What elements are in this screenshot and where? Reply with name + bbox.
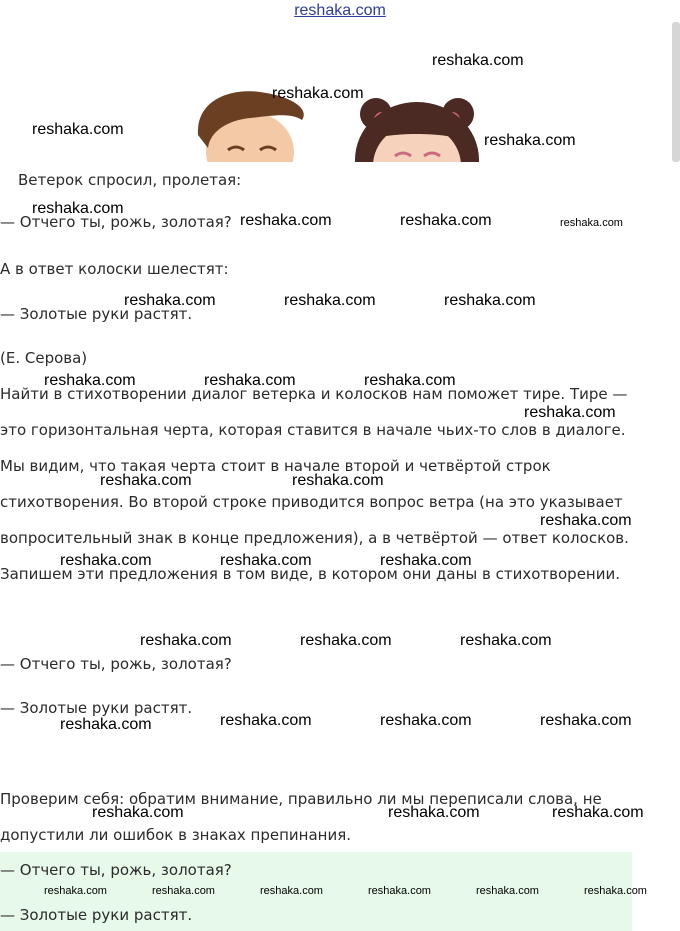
explanation-line: стихотворения. Во второй строке приводится вопрос ветра (на это указывает — [0, 493, 623, 511]
watermark: reshaka.com — [292, 472, 384, 489]
watermark: reshaka.com — [540, 512, 632, 529]
explanation-line: Найти в стихотворении диалог ветерка и колосков нам поможет тире. Тире — — [0, 385, 628, 403]
watermark: reshaka.com — [92, 804, 184, 821]
watermark: reshaka.com — [400, 212, 492, 229]
watermark: reshaka.com — [364, 372, 456, 389]
poem-author: (Е. Серова) — [0, 349, 88, 367]
watermark: reshaka.com — [60, 552, 152, 569]
explanation-line: Мы видим, что такая черта стоит в начале второй и четвёртой строк — [0, 457, 551, 475]
watermark: reshaka.com — [44, 372, 136, 389]
watermark: reshaka.com — [380, 712, 472, 729]
watermark: reshaka.com — [272, 85, 364, 102]
watermark: reshaka.com — [100, 472, 192, 489]
watermark: reshaka.com — [560, 217, 623, 229]
check-line: допустили ли ошибок в знаках препинания. — [0, 826, 352, 844]
explanation-line: вопросительный знак в конце предложения), а в четвёртой — ответ колосков. — [0, 529, 629, 547]
poem-line-2: — Отчего ты, рожь, золотая? — [0, 213, 232, 231]
poem-line-1: Ветерок спросил, пролетая: — [18, 171, 242, 189]
watermark: reshaka.com — [444, 292, 536, 309]
copied-question: — Отчего ты, рожь, золотая? — [0, 655, 232, 673]
watermark: reshaka.com — [380, 552, 472, 569]
watermark: reshaka.com — [540, 712, 632, 729]
explanation-line: это горизонтальная черта, которая ставится в начале чьих-то слов в диалоге. — [0, 421, 626, 439]
watermark: reshaka.com — [220, 552, 312, 569]
answer-reply: — Золотые руки растят. — [0, 906, 193, 924]
girl-figure — [355, 98, 479, 162]
watermark: reshaka.com — [240, 212, 332, 229]
watermark: reshaka.com — [32, 200, 124, 217]
watermark: reshaka.com — [460, 632, 552, 649]
watermark: reshaka.com — [260, 885, 323, 897]
watermark: reshaka.com — [60, 716, 152, 733]
watermark: reshaka.com — [204, 372, 296, 389]
watermark: reshaka.com — [140, 632, 232, 649]
explanation-line: Запишем эти предложения в том виде, в котором они даны в стихотворении. — [0, 565, 621, 583]
watermark: reshaka.com — [584, 885, 647, 897]
watermark: reshaka.com — [432, 52, 524, 69]
watermark: reshaka.com — [388, 804, 480, 821]
watermark: reshaka.com — [220, 712, 312, 729]
poem-line-4: — Золотые руки растят. — [0, 305, 193, 323]
watermark: reshaka.com — [552, 804, 644, 821]
watermark: reshaka.com — [152, 885, 215, 897]
scrollbar[interactable] — [672, 22, 680, 162]
copied-answer: — Золотые руки растят. — [0, 699, 193, 717]
watermark: reshaka.com — [476, 885, 539, 897]
watermark: reshaka.com — [124, 292, 216, 309]
watermark: reshaka.com — [44, 885, 107, 897]
site-link[interactable]: reshaka.com — [294, 2, 386, 19]
check-line: Проверим себя: обратим внимание, правильно ли мы переписали слова, не — [0, 790, 602, 808]
watermark: reshaka.com — [300, 632, 392, 649]
watermark: reshaka.com — [284, 292, 376, 309]
watermark: reshaka.com — [524, 404, 616, 421]
watermark: reshaka.com — [484, 132, 576, 149]
watermark: reshaka.com — [32, 121, 124, 138]
poem-line-3: А в ответ колоски шелестят: — [0, 260, 229, 278]
answer-question: — Отчего ты, рожь, золотая? — [0, 861, 232, 879]
watermark: reshaka.com — [368, 885, 431, 897]
